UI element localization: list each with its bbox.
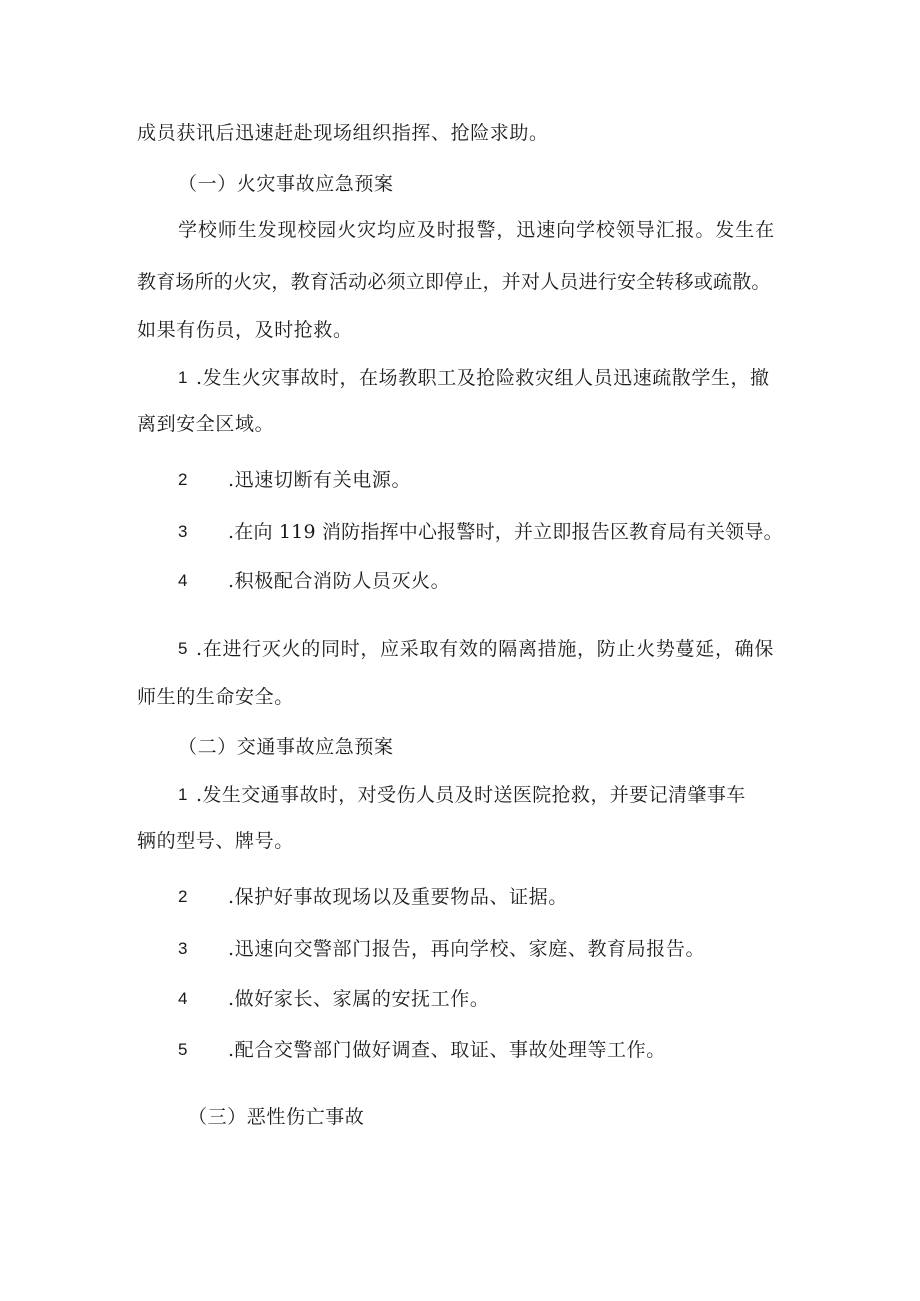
traffic-item-2-number: 2 [178, 887, 188, 906]
traffic-item-4-text: .做好家长、家属的安抚工作。 [228, 988, 490, 1010]
traffic-item-5-text: .配合交警部门做好调查、取证、事故处理等工作。 [228, 1039, 666, 1061]
traffic-item-2-text: .保护好事故现场以及重要物品、证据。 [228, 886, 568, 908]
fire-item-1-number: 1 [178, 368, 188, 387]
traffic-item-4-number: 4 [178, 989, 188, 1008]
section-heading-traffic: （二）交通事故应急预案 [178, 736, 394, 758]
fire-item-3-number: 3 [178, 522, 188, 541]
paragraph-continuation: 成员获讯后迅速赶赴现场组织指挥、抢险求助。 [137, 122, 549, 144]
fire-item-5-number: 5 [178, 639, 188, 658]
fire-item-5-text: .在进行灭火的同时，应采取有效的隔离措施，防止火势蔓延，确保 [196, 638, 775, 660]
fire-item-2-number: 2 [178, 470, 188, 489]
fire-item-2-text: .迅速切断有关电源。 [228, 469, 412, 491]
traffic-item-3-text: .迅速向交警部门报告，再向学校、家庭、教育局报告。 [228, 938, 706, 960]
section-heading-fire: （一）火灾事故应急预案 [178, 173, 394, 195]
traffic-item-3-number: 3 [178, 939, 188, 958]
traffic-item-1-continuation: 辆的型号、牌号。 [137, 830, 294, 852]
fire-intro-line-3: 如果有伤员，及时抢救。 [137, 319, 353, 341]
section-heading-injury: （三）恶性伤亡事故 [188, 1106, 365, 1128]
fire-intro-line-2: 教育场所的火灾，教育活动必须立即停止，并对人员进行安全转移或疏散。 [137, 271, 771, 293]
traffic-item-1-text: .发生交通事故时，对受伤人员及时送医院抢救，并要记清肇事车 [196, 784, 746, 806]
fire-intro-line-1: 学校师生发现校园火灾均应及时报警，迅速向学校领导汇报。发生在 [178, 219, 776, 241]
fire-item-5-continuation: 师生的生命安全。 [137, 686, 294, 708]
traffic-item-1-number: 1 [178, 785, 188, 804]
fire-item-1-text: .发生火灾事故时，在场教职工及抢险救灾组人员迅速疏散学生，撤 [196, 367, 770, 389]
fire-item-4-number: 4 [178, 571, 188, 590]
fire-item-3-text: .在向 119 消防指挥中心报警时，并立即报告区教育局有关领导。 [228, 521, 783, 543]
fire-item-1-continuation: 离到安全区域。 [137, 413, 275, 435]
traffic-item-5-number: 5 [178, 1040, 188, 1059]
fire-item-4-text: .积极配合消防人员灭火。 [228, 570, 451, 592]
